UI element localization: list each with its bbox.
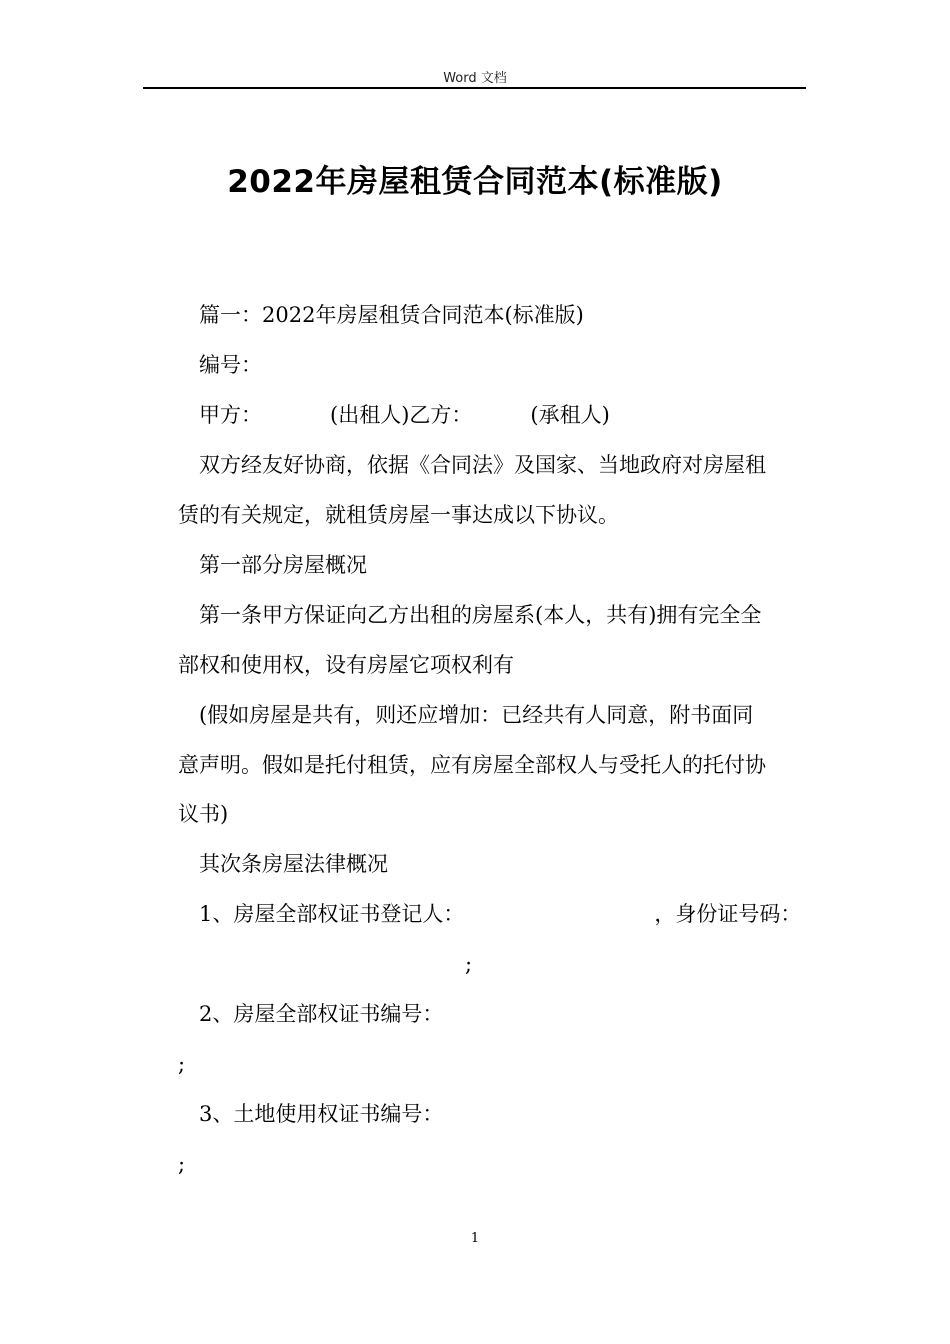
paragraph-line: 3、土地使用权证书编号： xyxy=(199,1102,444,1126)
registrant-label: 1、房屋全部权证书登记人： xyxy=(199,902,465,926)
section-heading: 其次条房屋法律概况 xyxy=(199,852,388,876)
blank-terminator: ; xyxy=(465,952,473,976)
paragraph-line: 篇一：2022年房屋租赁合同范本(标准版) xyxy=(199,303,584,327)
party-line xyxy=(199,400,831,430)
paragraph-line: 编号： xyxy=(199,353,262,377)
party-b-label: (出租人)乙方： xyxy=(330,403,473,427)
paragraph-line: 双方经友好协商，依据《合同法》及国家、当地政府对房屋租 xyxy=(199,453,766,477)
tenant-label: (承租人) xyxy=(530,403,610,427)
paragraph-line: (假如房屋是共有，则还应增加：已经共有人同意，附书面同 xyxy=(199,703,754,727)
paragraph-line: 部权和使用权，设有房屋它项权利有 xyxy=(178,653,514,677)
blank-terminator: ; xyxy=(178,1152,186,1176)
registrant-line xyxy=(199,899,831,929)
document-title: 2022年房屋租赁合同范本(标准版) xyxy=(227,164,723,200)
paragraph-line: 议书) xyxy=(178,802,229,826)
blank-terminator: ; xyxy=(178,1052,186,1076)
section-heading: 第一部分房屋概况 xyxy=(199,553,367,577)
paragraph-line: 第一条甲方保证向乙方出租的房屋系(本人，共有)拥有完全全 xyxy=(199,603,762,627)
party-a-label: 甲方： xyxy=(199,403,262,427)
page-header: Word 文档 xyxy=(443,71,507,86)
page-number: 1 xyxy=(470,1231,480,1246)
id-number-label: ，身份证号码： xyxy=(654,902,802,926)
header-divider xyxy=(143,87,806,89)
paragraph-line: 2、房屋全部权证书编号： xyxy=(199,1002,444,1026)
paragraph-line: 意声明。假如是托付租赁，应有房屋全部权人与受托人的托付协 xyxy=(178,753,766,777)
paragraph-line: 赁的有关规定，就租赁房屋一事达成以下协议。 xyxy=(178,503,619,527)
